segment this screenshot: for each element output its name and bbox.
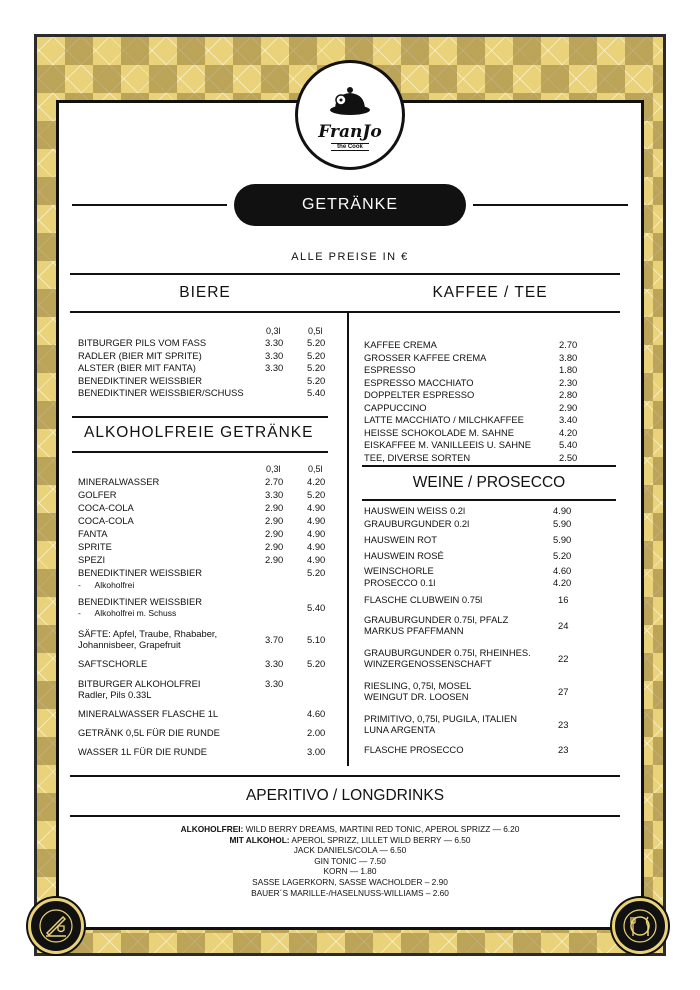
rule-alkoholfrei-top (72, 416, 328, 418)
list-item: HAUSWEIN ROSÉ 5.20 (364, 549, 572, 561)
list-item: WEINSCHORLE 4.60 (364, 564, 572, 576)
list-item: LATTE MACCHIATO / MILCHKAFFEE 3.40 (364, 414, 578, 425)
list-item: GRAUBURGUNDER 0.2l 5.90 (364, 517, 572, 529)
section-title-biere: BIERE (179, 284, 231, 301)
alkoholfrei-list (78, 475, 338, 592)
list-item: BENEDIKTINER WEISSBIER - Alkoholfrei m. Schuss 5.40 (78, 596, 326, 618)
section-title-alkoholfrei: ALKOHOLFREIE GETRÄNKE (84, 424, 314, 441)
list-item: BITBURGER PILS VOM FASS 3.30 5.20 (78, 337, 326, 348)
rule-top (70, 273, 620, 275)
fork-knife-icon (622, 908, 658, 944)
corner-badge-left (28, 898, 84, 954)
list-item: BITBURGER ALKOHOLFREI Radler, Pils 0.33L 3.30 (78, 678, 284, 700)
list-item: FLASCHE CLUBWEIN 0.75l 16 (364, 593, 569, 605)
list-item: HAUSWEIN ROT 5.90 (364, 533, 572, 545)
list-item: MIT ALKOHOL: APEROL SPRIZZ, LILLET WILD BERRY — 6.50 (229, 834, 471, 845)
rule-headings (70, 311, 620, 313)
list-item: ESPRESSO MACCHIATO 2.30 (364, 376, 578, 388)
rule-alkoholfrei-bottom (72, 451, 328, 453)
list-item: SASSE LAGERKORN, SASSE WACHOLDER – 2.90 (252, 876, 448, 887)
section-title-aperitivo: APERITIVO / LONGDRINKS (245, 787, 445, 804)
alkoholfrei-col-03: 0,3l (266, 464, 281, 474)
list-item: COCA-COLA 2.90 4.90 (78, 502, 326, 513)
rule-weine-top (362, 465, 616, 467)
list-item: MINERALWASSER FLASCHE 1L 4.60 (78, 708, 326, 719)
list-item: BENEDIKTINER WEISSBIER 5.20 (78, 567, 326, 578)
list-item: ALKOHOLFREI: WILD BERRY DREAMS, MARTINI RED TONIC, APEROL SPRIZZ — 6.20 (180, 824, 520, 834)
list-item: SÄFTE: Apfel, Traube, Rhababer, Johannisbeer, Grapefruit 3.70 5.10 (78, 628, 326, 650)
section-title-kaffee: KAFFEE / TEE (432, 284, 548, 301)
list-item: BENEDIKTINER WEISSBIER/SCHUSS 5.40 (78, 387, 326, 398)
list-item: SPEZI 2.90 4.90 (78, 554, 326, 565)
list-item: EISKAFFEE M. VANILLEEIS U. SAHNE 5.40 (364, 439, 578, 450)
title-rule-right (473, 204, 628, 206)
list-item: BENEDIKTINER WEISSBIER 5.20 (78, 374, 326, 386)
list-item: TEE, DIVERSE SORTEN 2.50 (364, 451, 578, 463)
biere-list (78, 337, 338, 400)
chef-logo-icon (325, 80, 375, 120)
list-item: PRIMITIVO, 0,75l, PUGILA, ITALIEN LUNA ARGENTA 23 (364, 712, 569, 735)
corner-badge-right (612, 898, 668, 954)
list-item: ESPRESSO 1.80 (364, 364, 578, 375)
list-item: RADLER (BIER MIT SPRITE) 3.30 5.20 (78, 349, 326, 361)
list-item: CAPPUCCINO 2.90 (364, 401, 578, 413)
list-item: MINERALWASSER 2.70 4.20 (78, 476, 326, 487)
logo-badge (295, 60, 405, 170)
alkoholfrei-list-2 (78, 596, 338, 760)
list-item: KAFFEE CREMA 2.70 (364, 339, 578, 350)
list-item: GRAUBURGUNDER 0.75l, RHEINHES. WINZERGENOSSENSCHAFT 22 (364, 646, 569, 669)
list-item: PROSECCO 0.1l 4.20 (364, 576, 572, 588)
list-item: GIN TONIC — 7.50 (314, 855, 386, 866)
list-item: GRAUBURGUNDER 0.75l, PFALZ MARKUS PFAFFMANN 24 (364, 613, 569, 636)
aperitivo-list (70, 824, 630, 898)
wine-bottle-icon (38, 908, 74, 944)
column-divider (347, 311, 349, 766)
page-title: GETRÄNKE (234, 184, 466, 226)
list-item: BAUER´S MARILLE-/HASELNUSS-WILLIAMS – 2.60 (251, 887, 449, 898)
logo-name: FranJo (318, 121, 382, 142)
list-item: DOPPELTER ESPRESSO 2.80 (364, 389, 578, 400)
logo-subtitle: the Cook (331, 143, 369, 151)
list-item: GOLFER 3.30 5.20 (78, 489, 326, 500)
rule-aperitivo-top (70, 775, 620, 777)
kaffee-list (364, 339, 614, 464)
list-item: RIESLING, 0,75l, MOSEL WEINGUT DR. LOOSEN 27 (364, 679, 569, 702)
list-item: ALSTER (BIER MIT FANTA) 3.30 5.20 (78, 362, 326, 373)
alkoholfrei-col-05: 0,5l (308, 464, 323, 474)
list-item: HAUSWEIN WEISS 0.2l 4.90 (364, 505, 572, 516)
list-item: HEISSE SCHOKOLADE M. SAHNE 4.20 (364, 426, 578, 438)
title-rule-left (72, 204, 227, 206)
rule-aperitivo-bottom (70, 815, 620, 817)
list-item: FLASCHE PROSECCO 23 (364, 743, 569, 755)
list-item: GETRÄNK 0,5L FÜR DIE RUNDE 2.00 (78, 727, 326, 738)
rule-weine-bottom (362, 499, 616, 501)
list-item: KORN — 1.80 (323, 866, 377, 877)
list-item: COCA-COLA 2.90 4.90 (78, 515, 326, 526)
section-title-weine: WEINE / PROSECCO (412, 474, 566, 491)
list-item: JACK DANIELS/COLA — 6.50 (293, 845, 407, 856)
list-item: GROSSER KAFFEE CREMA 3.80 (364, 351, 578, 363)
list-item: - Alkoholfrei (78, 580, 135, 590)
biere-col-05: 0,5l (308, 326, 323, 336)
weine-list (364, 505, 614, 758)
biere-col-03: 0,3l (266, 326, 281, 336)
list-item: WASSER 1L FÜR DIE RUNDE 3.00 (78, 746, 326, 757)
list-item: SAFTSCHORLE 3.30 5.20 (78, 658, 326, 669)
prices-note: ALLE PREISE IN € (291, 251, 409, 263)
list-item: FANTA 2.90 4.90 (78, 528, 326, 539)
list-item: SPRITE 2.90 4.90 (78, 541, 326, 552)
